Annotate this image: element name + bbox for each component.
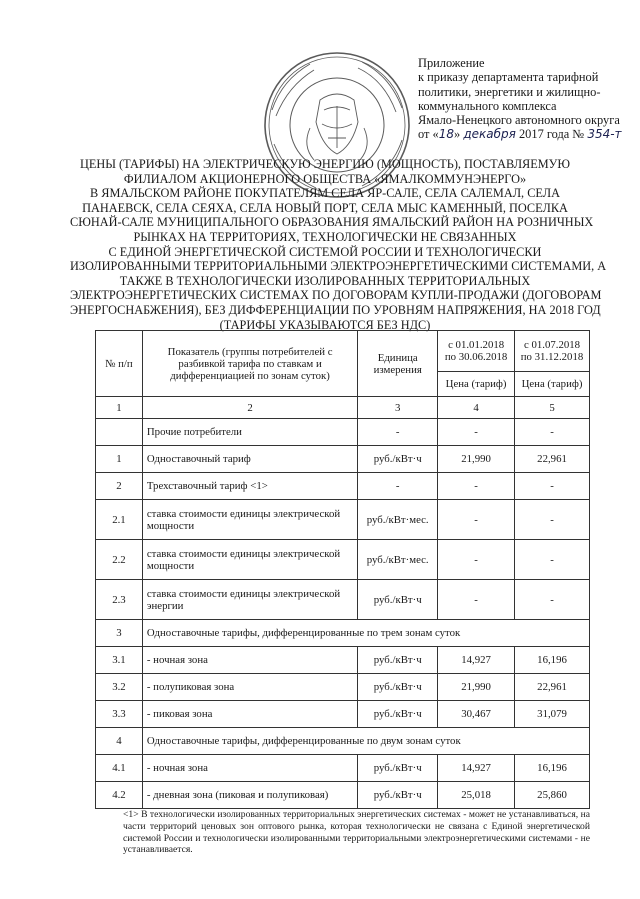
title-line: ТАКЖЕ В ТЕХНОЛОГИЧЕСКИ ИЗОЛИРОВАННЫХ ТЕРРИТОРИАЛЬНЫХ — [119, 273, 531, 288]
row-indicator: Одноставочный тариф — [142, 446, 357, 473]
row-value-period-1: 21,990 — [438, 674, 515, 701]
title-line: (ТАРИФЫ УКАЗЫВАЮТСЯ БЕЗ НДС) — [219, 317, 431, 332]
row-indicator: - пиковая зона — [142, 701, 357, 728]
row-number: 2 — [96, 473, 143, 500]
row-unit: руб./кВт·мес. — [358, 500, 438, 540]
row-group-name: Одноставочные тарифы, дифференцированные по трем зонам суток — [142, 620, 589, 647]
row-number: 2.3 — [96, 580, 143, 620]
row-value-period-2: 16,196 — [515, 647, 590, 674]
row-value-period-1: 21,990 — [438, 446, 515, 473]
row-indicator: Трехставочный тариф <1> — [142, 473, 357, 500]
footnote — [95, 809, 590, 856]
column-number: 4 — [438, 397, 515, 419]
title-line: ЦЕНЫ (ТАРИФЫ) НА ЭЛЕКТРИЧЕСКУЮ ЭНЕРГИЮ (МОЩНОСТЬ), ПОСТАВЛЯЕМУЮ — [79, 157, 571, 171]
table-row — [96, 473, 590, 500]
row-indicator: - полупиковая зона — [142, 674, 357, 701]
title-line: ЭНЕРГОСНАБЖЕНИЯ), БЕЗ ДИФФЕРЕНЦИАЦИИ ПО УРОВНЯМ НАПРЯЖЕНИЯ, НА 2018 ГОД — [70, 302, 601, 317]
row-indicator: - ночная зона — [142, 755, 357, 782]
row-value-period-2: 25,860 — [515, 782, 590, 809]
table-row — [96, 701, 590, 728]
row-group-name: Одноставочные тарифы, дифференцированные по двум зонам суток — [142, 728, 589, 755]
row-value-period-2: - — [515, 473, 590, 500]
row-number: 3 — [96, 620, 143, 647]
column-number: 1 — [96, 397, 143, 419]
table-row — [96, 446, 590, 473]
row-unit: руб./кВт·ч — [358, 782, 438, 809]
row-unit: - — [358, 473, 438, 500]
table-row — [96, 728, 590, 755]
footnote-text: <1> В технологически изолированных территориальных энергетических системах - может не устанавливаться, на части территорий ценовых зон оптового рынка, которая технологически не связана с Единой энергетической системой России и технологически изолированными территориальными электроэнергетическими системами - не устанавливается. — [123, 809, 590, 856]
row-value-period-2: - — [515, 419, 590, 446]
column-number: 2 — [142, 397, 357, 419]
row-number: 2.2 — [96, 540, 143, 580]
row-value-period-1: - — [438, 419, 515, 446]
table-row — [96, 647, 590, 674]
row-unit: - — [358, 419, 438, 446]
row-value-period-2: - — [515, 540, 590, 580]
date-month: декабря — [463, 127, 516, 142]
row-value-period-2: 16,196 — [515, 755, 590, 782]
row-value-period-1: - — [438, 500, 515, 540]
header-num: № п/п — [96, 331, 143, 397]
table-row — [96, 782, 590, 809]
title-line: ИЗОЛИРОВАННЫМИ ТЕРРИТОРИАЛЬНЫМИ ЭЛЕКТРОЭНЕРГЕТИЧЕСКИМИ СИСТЕМАМИ, А — [70, 259, 607, 274]
table-row — [96, 419, 590, 446]
row-value-period-1: 25,018 — [438, 782, 515, 809]
column-number: 5 — [515, 397, 590, 419]
header-price-2: Цена (тариф) — [515, 372, 590, 397]
title-line: РЫНКАХ НА ТЕРРИТОРИЯХ, ТЕХНОЛОГИЧЕСКИ НЕ СВЯЗАННЫХ — [133, 229, 517, 244]
row-indicator: ставка стоимости единицы электрической энергии — [142, 580, 357, 620]
row-unit: руб./кВт·ч — [358, 647, 438, 674]
row-number: 4.2 — [96, 782, 143, 809]
appendix-block — [418, 56, 622, 142]
date-day: 18 — [438, 127, 455, 142]
row-number: 3.1 — [96, 647, 143, 674]
document-title — [70, 157, 607, 332]
row-value-period-1: 30,467 — [438, 701, 515, 728]
row-unit: руб./кВт·ч — [358, 446, 438, 473]
row-value-period-1: - — [438, 580, 515, 620]
row-value-period-2: 22,961 — [515, 446, 590, 473]
header-period-2: с 01.07.2018 по 31.12.2018 — [515, 331, 590, 372]
date-year: 2017 года № — [518, 127, 585, 142]
row-indicator: ставка стоимости единицы электрической мощности — [142, 500, 357, 540]
row-indicator: ставка стоимости единицы электрической мощности — [142, 540, 357, 580]
row-number: 3.3 — [96, 701, 143, 728]
title-line: СЮНАЙ-САЛЕ МУНИЦИПАЛЬНОГО ОБРАЗОВАНИЯ ЯМАЛЬСКИЙ РАЙОН НА РОЗНИЧНЫХ — [70, 215, 594, 230]
appendix-line: коммунального комплекса — [418, 98, 557, 113]
title-line: ЭЛЕКТРОЭНЕРГЕТИЧЕСКИХ СИСТЕМАХ ПО ДОГОВОРАМ КУПЛИ-ПРОДАЖИ (ДОГОВОРАМ — [70, 288, 602, 303]
order-date-line — [418, 127, 622, 142]
row-value-period-1: - — [438, 473, 515, 500]
row-value-period-2: - — [515, 500, 590, 540]
tariff-table-body — [96, 419, 590, 809]
row-value-period-1: - — [438, 540, 515, 580]
date-prefix: от « — [418, 127, 439, 142]
row-number: 3.2 — [96, 674, 143, 701]
row-number — [96, 419, 143, 446]
header-period-1: с 01.01.2018 по 30.06.2018 — [438, 331, 515, 372]
order-number: 354-т — [587, 127, 622, 142]
title-line: С ЕДИНОЙ ЭНЕРГЕТИЧЕСКОЙ СИСТЕМОЙ РОССИИ И ТЕХНОЛОГИЧЕСКИ — [108, 244, 542, 259]
title-line: ПАНАЕВСК, СЕЛА СЕЯХА, СЕЛА НОВЫЙ ПОРТ, СЕЛА МЫС КАМЕННЫЙ, ПОСЕЛКА — [82, 200, 568, 215]
row-value-period-1: 14,927 — [438, 755, 515, 782]
row-indicator: Прочие потребители — [142, 419, 357, 446]
appendix-line: к приказу департамента тарифной — [418, 70, 599, 85]
table-row — [96, 580, 590, 620]
row-number: 4 — [96, 728, 143, 755]
row-unit: руб./кВт·мес. — [358, 540, 438, 580]
date-mid: » — [454, 127, 461, 142]
table-row — [96, 500, 590, 540]
row-value-period-2: 31,079 — [515, 701, 590, 728]
title-line: ФИЛИАЛОМ АКЦИОНЕРНОГО ОБЩЕСТВА «ЯМАЛКОММУНЭНЕРГО» — [123, 171, 527, 186]
table-row — [96, 540, 590, 580]
column-number: 3 — [358, 397, 438, 419]
table-row — [96, 620, 590, 647]
row-unit: руб./кВт·ч — [358, 674, 438, 701]
row-unit: руб./кВт·ч — [358, 755, 438, 782]
appendix-line: политики, энергетики и жилищно- — [418, 84, 601, 99]
row-value-period-2: 22,961 — [515, 674, 590, 701]
header-indicator: Показатель (группы потребителей с разбивкой тарифа по ставкам и дифференциацией по зонам суток) — [142, 331, 357, 397]
table-row — [96, 674, 590, 701]
header-price-1: Цена (тариф) — [438, 372, 515, 397]
row-indicator: - дневная зона (пиковая и полупиковая) — [142, 782, 357, 809]
appendix-line: Ямало-Ненецкого автономного округа — [418, 113, 620, 128]
table-row — [96, 755, 590, 782]
appendix-line: Приложение — [418, 56, 485, 70]
row-unit: руб./кВт·ч — [358, 580, 438, 620]
row-value-period-2: - — [515, 580, 590, 620]
header-unit: Единица измерения — [358, 331, 438, 397]
row-number: 1 — [96, 446, 143, 473]
row-unit: руб./кВт·ч — [358, 701, 438, 728]
row-number: 4.1 — [96, 755, 143, 782]
row-number: 2.1 — [96, 500, 143, 540]
row-value-period-1: 14,927 — [438, 647, 515, 674]
title-line: В ЯМАЛЬСКОМ РАЙОНЕ ПОКУПАТЕЛЯМ СЕЛА ЯР-САЛЕ, СЕЛА САЛЕМАЛ, СЕЛА — [90, 186, 560, 201]
tariff-table — [95, 330, 590, 809]
row-indicator: - ночная зона — [142, 647, 357, 674]
